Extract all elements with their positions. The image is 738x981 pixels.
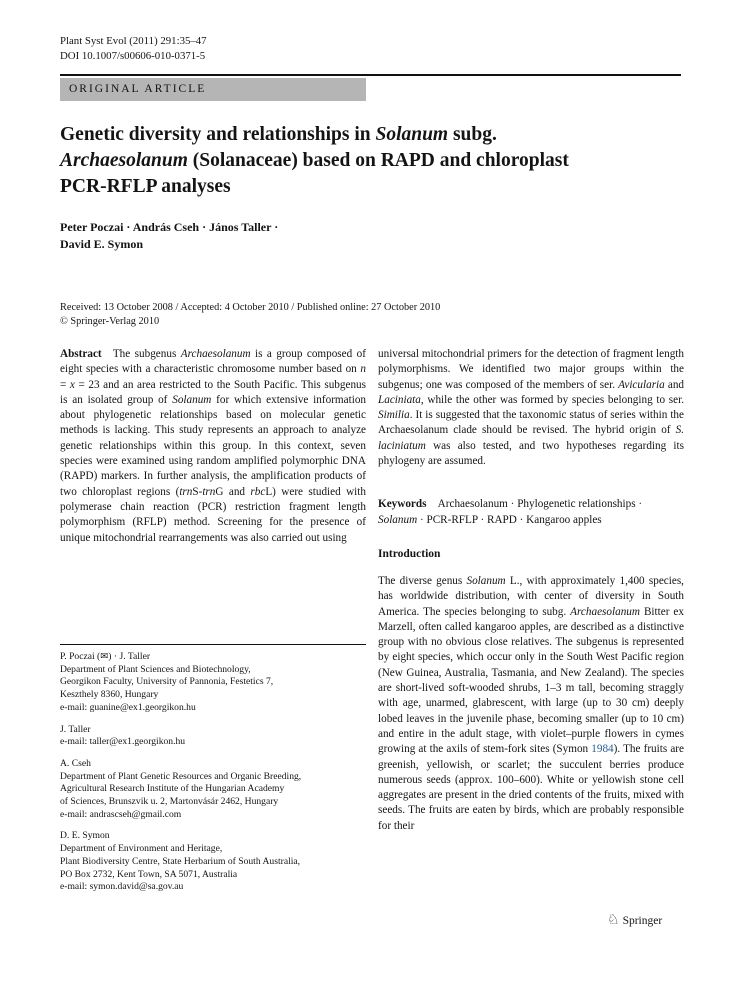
footnote-line: PO Box 2732, Kent Town, SA 5071, Australia [60,868,238,880]
footnote-line: Agricultural Research Institute of the Hungarian Academy [60,783,285,795]
footnote-line: A. Cseh [60,757,91,769]
springer-wordmark: Springer [622,915,663,927]
author-affiliations-footnote [60,644,366,903]
doi-line: DOI 10.1007/s00606-010-0371-5 [60,50,206,62]
footnote-email: e-mail: andrascseh@gmail.com [60,808,182,820]
keywords-line: Keywords Archaesolanum · Phylogenetic relationships · Solanum · PCR-RFLP · RAPD · Kangaroo apples [378,498,643,526]
footnote-line: D. E. Symon [60,830,110,842]
footnote-line: Department of Plant Sciences and Biotechnology, [60,663,251,675]
springer-logo [607,914,662,928]
footnote-email: e-mail: guanine@ex1.georgikon.hu [60,701,196,713]
journal-reference: Plant Syst Evol (2011) 291:35–47 [60,35,207,47]
copyright-line: © Springer-Verlag 2010 [60,315,160,327]
received-accepted-dates: Received: 13 October 2008 / Accepted: 4 October 2010 / Published online: 27 October 2010 [60,302,441,313]
footnote-email: e-mail: symon.david@sa.gov.au [60,881,184,893]
abstract-paragraph-right: universal mitochondrial primers for the detection of fragment length polymorphisms. We identified two major groups within the subgenus; one was composed of the members of ser. Avicularia and Laciniata, while the other was formed by species belonging to ser. Similia. It is suggested that the taxonomic status of series within the Archaesolanum clade should be revised. The hybrid origin of S. laciniatum was also tested, and two hypotheses regarding its phylogeny are assumed. [378,348,685,468]
page-header [60,34,207,64]
springer-horse-icon: ♘ [607,913,620,928]
footnote-line: Department of Plant Genetic Resources and Organic Breeding, [60,770,302,782]
footnote-block-symon [60,830,366,894]
footnote-line: P. Poczai (✉) · J. Taller [60,651,151,662]
footnote-line: Department of Environment and Heritage, [60,843,223,855]
publication-history [60,301,620,328]
footnote-line: of Sciences, Brunszvik u. 2, Martonvásár 2462, Hungary [60,796,279,808]
footnote-block-poczai [60,651,366,715]
footnote-line: Plant Biodiversity Centre, State Herbarium of South Australia, [60,855,301,867]
header-divider [60,74,681,76]
introduction-paragraph: The diverse genus Solanum L., with approximately 1,400 species, has worldwide distribution, with center of diversity in South America. The species belonging to subg. Archaesolanum Bitter ex Marzell, often called kangaroo apples, are described as a distinctive group with no obvious close relatives. The subgenus is represented by eight species, which occur only in the South West Pacific region (New Guinea, Australia, Tasmania, and New Zealand). The species are short-lived soft-wooded shrubs, 1–3 m tall, becoming straggly with age, unarmed, glabrescent, with large (up to 30 cm) deeply lobed leaves in the juvenile phase, becoming smaller (up to 10 cm) and entire in the adult stage, with violet–purple flowers in cymes growing at the axils of stem-fork sites (Symon 1984). The fruits are greenish, yellowish, or scarlet; the succulent berries produce numerous seeds (approx. 100–600). White or yellowish stone cell aggregates are present in the dried contents of the fruits, mixed with seeds. The fruits are eaten by birds, which are probably responsible for their [378,574,684,832]
footnote-line: Keszthely 8360, Hungary [60,689,159,701]
footnote-block-cseh [60,758,366,822]
article-type-banner: ORIGINAL ARTICLE [60,78,366,101]
footnote-line: J. Taller [60,723,91,735]
article-title: Genetic diversity and relationships in Solanum subg. Archaesolanum (Solanaceae) based on RAPD and chloroplast PCR-RFLP analyses [60,124,569,197]
footnote-block-taller [60,724,366,749]
introduction-heading: Introduction [378,547,441,560]
right-column [378,347,684,834]
footnote-email: e-mail: taller@ex1.georgikon.hu [60,736,186,748]
abstract-paragraph-left: Abstract The subgenus Archaesolanum is a group composed of eight species with a characteristic chromosome number based on n = x = 23 and an area restricted to the South Pacific. This subgenus is an isolated group of Solanum for which extensive information about phylogenetic relationships based on molecular genetic methods is lacking. This study represents an approach to analyze genetic relationships within this group. In this context, seven species were examined using random amplified polymorphic DNA (RAPD) markers. In further analysis, the amplification products of two chloroplast regions (trnS-trnG and rbcL) were studied with polymerase chain reaction (PCR) restriction fragment length polymorphism (RFLP) method. Screening for the presence of unique mitochondrial rearrangements was also carried out using [60,348,367,544]
footnote-line: Georgikon Faculty, University of Pannonia, Festetics 7, [60,676,274,688]
author-list: Peter Poczai · András Cseh · János Taller · David E. Symon [60,220,279,251]
